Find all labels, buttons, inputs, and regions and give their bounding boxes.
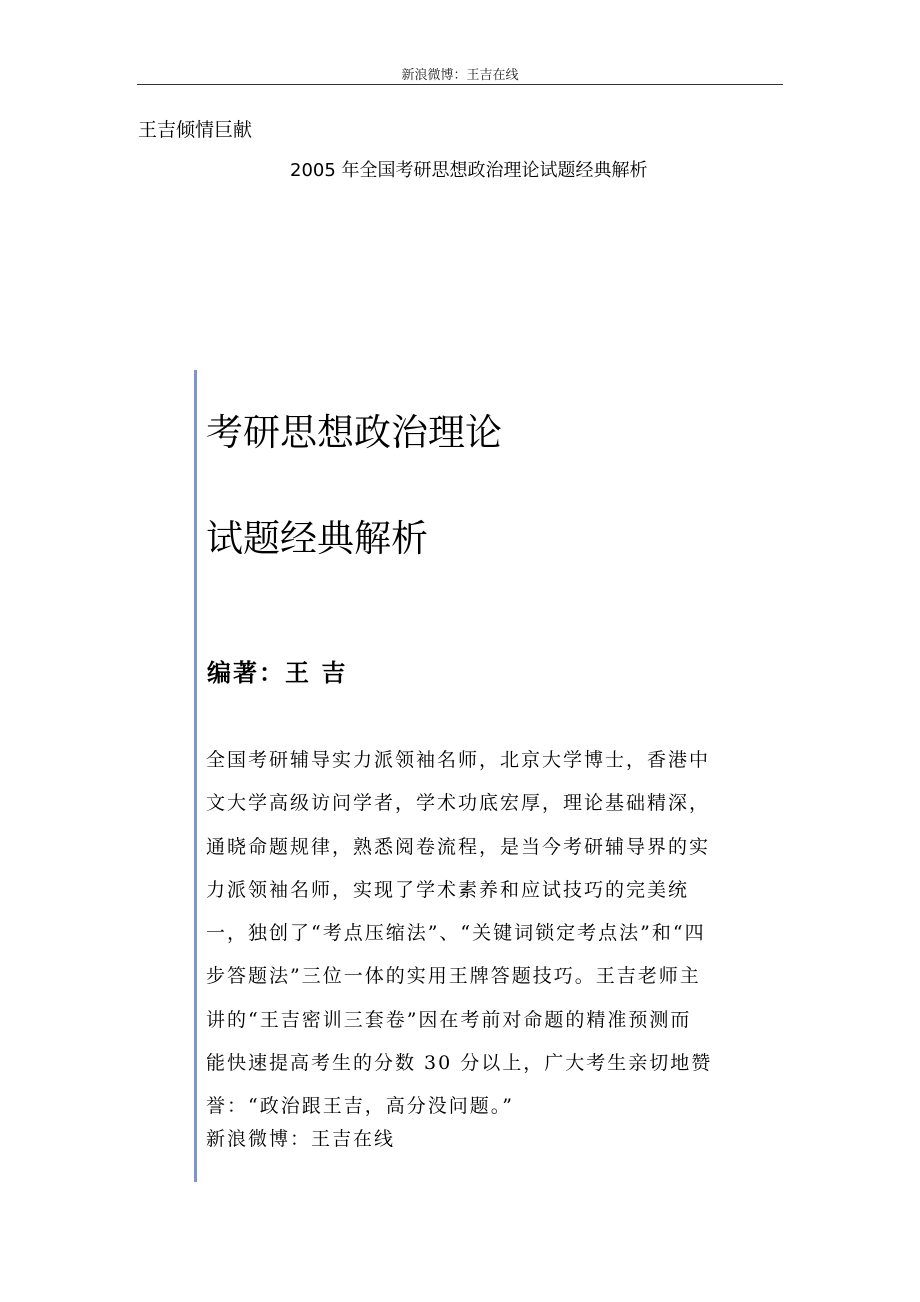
bio-line: 能快速提高考生的分数 30 分以上，广大考生亲切地赞 <box>206 1052 713 1075</box>
bio-line: 步答题法”三位一体的实用王牌答题技巧。王吉老师主 <box>206 965 701 988</box>
title-line-1: 考研思想政治理论 <box>206 411 502 454</box>
bio-line: 通晓命题规律，熟悉阅卷流程，是当今考研辅导界的实 <box>206 835 711 858</box>
author: 编著：王 吉 <box>207 658 348 687</box>
page-header: 新浪微博：王吉在线 <box>401 68 519 83</box>
intro-text: 王吉倾情巨献 <box>138 119 253 141</box>
bio-line: 全国考研辅导实力派领袖名师，北京大学博士，香港中 <box>206 749 711 771</box>
weibo-line: 新浪微博：王吉在线 <box>206 1128 396 1150</box>
bio-line: 誉：“政治跟王吉，高分没问题。” <box>206 1095 514 1118</box>
bio-line: 一，独创了“考点压缩法”、“关键词锁定考点法”和“四 <box>206 922 706 945</box>
header-rule <box>137 84 783 85</box>
subtitle: 2005 年全国考研思想政治理论试题经典解析 <box>290 160 648 181</box>
bio-line: 文大学高级访问学者，学术功底宏厚，理论基础精深， <box>206 792 711 815</box>
bio-line: 力派领袖名师，实现了学术素养和应试技巧的完美统 <box>206 878 690 901</box>
bio-paragraph <box>206 745 712 1135</box>
bio-line: 讲的“王吉密训三套卷”因在考前对命题的精准预测而 <box>206 1008 692 1031</box>
accent-bar <box>194 370 197 1182</box>
title-line-2: 试题经典解析 <box>206 517 428 560</box>
